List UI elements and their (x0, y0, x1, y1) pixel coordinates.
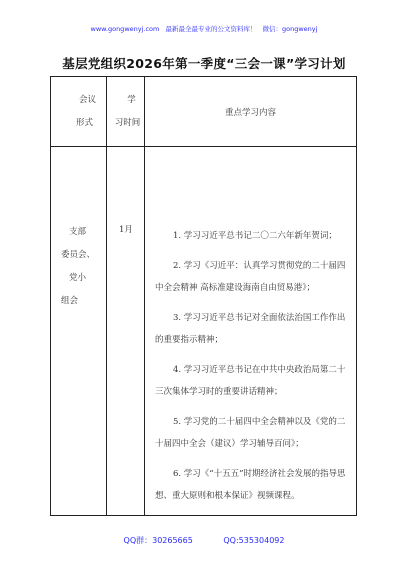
site-header (0, 24, 408, 33)
page-title: 基层党组织2026年第一季度“三会一课”学习计划 (62, 56, 346, 71)
meeting-form-line1: 支部 (69, 227, 87, 237)
list-item: 6. 学习《“十五五”时期经济社会发展的指导思想、重大原则和根本保证》视频课程。 (155, 469, 346, 501)
study-plan-table (50, 76, 357, 516)
table-header-row (51, 77, 357, 147)
list-item: 1. 学习习近平总书记二〇二六年新年贺词； (173, 231, 337, 241)
wechat-id: 微信：gongwenyj (262, 25, 318, 33)
list-item: 3. 学习习近平总书记对全面依法治国工作作出的重要指示精神； (155, 313, 346, 345)
header-study-time-line1: 学 (127, 95, 136, 105)
header-study-time (107, 77, 145, 147)
list-item: 2. 学习《习近平：认真学习贯彻党的二十届四中全会精神 高标准建设海南自由贸易港》； (155, 261, 346, 293)
header-study-time-line2: 习时间 (114, 118, 141, 128)
header-key-content: 重点学习内容 (145, 77, 357, 147)
site-footer (0, 535, 408, 546)
meeting-form-cell (51, 147, 107, 516)
header-meeting-form-line1: 会议 (78, 95, 96, 105)
meeting-form-line4: 组会 (61, 296, 79, 306)
table-row (51, 147, 357, 516)
meeting-form-line2: 委员会、 (61, 250, 96, 260)
list-item: 4. 学习习近平总书记在中共中央政治局第二十三次集体学习时的重要讲话精神； (155, 365, 346, 397)
qq-contact: QQ:535304092 (223, 536, 285, 545)
qq-group: QQ群：30265665 (123, 536, 193, 545)
list-item: 5. 学习党的二十届四中全会精神以及《党的二十届四中全会（建议）学习辅导百问》； (155, 417, 346, 449)
study-plan-table-wrap (50, 76, 356, 512)
header-meeting-form-line2: 形式 (75, 118, 93, 128)
study-time-cell: 1月 (107, 147, 145, 516)
site-slogan: 最新最全最专业的公文资料库！ (165, 25, 257, 33)
meeting-form-line3: 党小 (69, 273, 87, 283)
header-meeting-form (51, 77, 107, 147)
key-content-cell (145, 147, 357, 516)
site-url[interactable]: www.gongwenyj.com (90, 25, 160, 33)
